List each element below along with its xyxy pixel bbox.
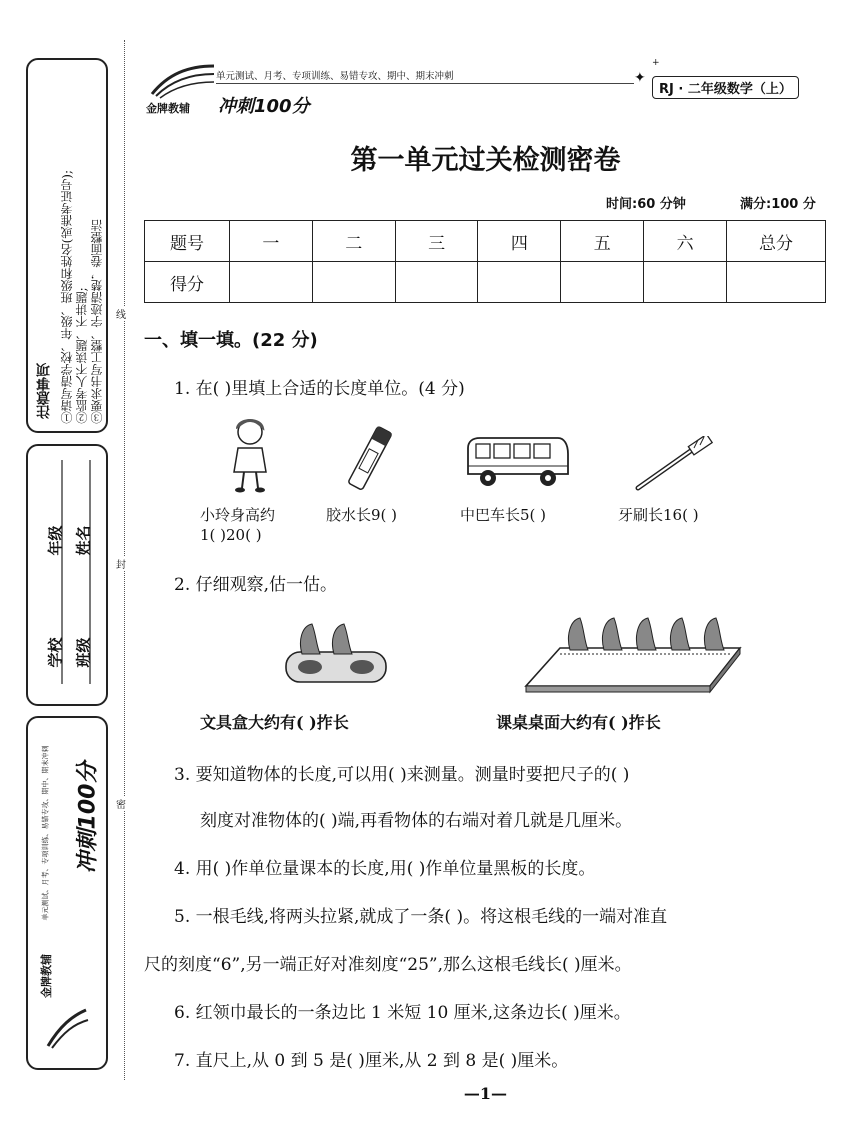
- banner-text: 单元测试、月考、专项训练、易错专攻、期中、期末冲刺: [216, 71, 454, 82]
- question-3-line-2: 刻度对准物体的( )端,再看物体的右端对着几就是几厘米。: [200, 811, 633, 831]
- q1-label-glue: 胶水长9( ): [326, 506, 398, 524]
- table-header: 题号: [145, 221, 230, 262]
- q1-label-height-blank: 1( )20( ): [200, 526, 262, 544]
- info-box: [26, 444, 108, 706]
- table-header: 六: [644, 221, 727, 262]
- table-header: 三: [395, 221, 478, 262]
- table-header: 总分: [727, 221, 826, 262]
- brand-book-icon: [148, 60, 218, 100]
- notice-2: ②监考人不读题、不讲题;: [75, 286, 89, 423]
- score-table: [144, 220, 826, 303]
- page-title: 第一单元过关检测密卷: [350, 145, 621, 176]
- score-cell[interactable]: [395, 262, 478, 303]
- banner-brand: 金牌教辅: [146, 102, 190, 115]
- question-7: 7. 直尺上,从 0 到 5 是( )厘米,从 2 到 8 是( )厘米。: [174, 1051, 569, 1071]
- seal-mark-line: 线: [116, 306, 126, 321]
- score-cell[interactable]: [727, 262, 826, 303]
- score-row-label: 得分: [145, 262, 230, 303]
- notice-title: 注意事项: [36, 363, 52, 419]
- notice-1: ①请写清学校、年级、班级和姓名(或准考证号);: [60, 169, 74, 423]
- ad-logo: 冲刺100分: [75, 761, 101, 874]
- field-school: 学校: [46, 637, 65, 668]
- field-name: 姓名: [74, 525, 93, 556]
- girl-illustration: [220, 414, 280, 494]
- notice-box: [26, 58, 108, 433]
- question-3-line-1: 3. 要知道物体的长度,可以用( )来测量。测量时要把尺子的( ): [174, 765, 630, 785]
- table-header: 一: [230, 221, 313, 262]
- table-header: 五: [561, 221, 644, 262]
- field-grade: 年级: [46, 525, 65, 556]
- q1-label-bus: 中巴车长5( ): [460, 506, 547, 524]
- score-cell[interactable]: [561, 262, 644, 303]
- seal-mark-mi: 密: [116, 796, 126, 811]
- ad-text: 单元测试、月考、专项训练、易错专攻、期中、期末冲刺: [41, 745, 50, 921]
- table-row: [145, 221, 826, 262]
- notice-lines: [60, 68, 106, 423]
- score-cell[interactable]: [312, 262, 395, 303]
- minibus-illustration: [462, 434, 572, 494]
- field-class: 班级: [74, 637, 93, 668]
- question-5-line-2: 尺的刻度“6”,另一端正好对准刻度“25”,那么这根毛线长( )厘米。: [144, 955, 632, 975]
- q2-label-pencil-case: 文具盒大约有( )拃长: [200, 713, 349, 732]
- section-1-title: 一、填一填。(22 分): [144, 330, 318, 351]
- table-row: [145, 262, 826, 303]
- glue-stick-illustration: [344, 420, 394, 500]
- seal-mark-feng: 封: [116, 556, 126, 571]
- ad-box: [26, 716, 108, 1070]
- banner-logo: 冲刺100分: [218, 96, 310, 117]
- question-1: 1. 在( )里填上合适的长度单位。(4 分): [174, 379, 465, 399]
- q2-label-desk: 课桌桌面大约有( )拃长: [496, 713, 661, 732]
- full-score: 满分:100 分: [740, 197, 816, 212]
- table-header: 二: [312, 221, 395, 262]
- star-icon: ✦: [634, 70, 646, 86]
- question-6: 6. 红领巾最长的一条边比 1 米短 10 厘米,这条边长( )厘米。: [174, 1003, 631, 1023]
- page-number: —1—: [463, 1084, 508, 1103]
- ad-book-logo: [42, 996, 92, 1056]
- score-cell[interactable]: [644, 262, 727, 303]
- question-4: 4. 用( )作单位量课本的长度,用( )作单位量黑板的长度。: [174, 859, 596, 879]
- ad-brand: 金牌教辅: [40, 954, 53, 998]
- grade-tag: RJ · 二年级数学（上）: [652, 76, 799, 99]
- pencil-case-illustration: [282, 614, 392, 694]
- desk-illustration: [520, 610, 750, 700]
- score-cell[interactable]: [230, 262, 313, 303]
- table-header: 四: [478, 221, 561, 262]
- banner-rule: [216, 83, 634, 84]
- score-cell[interactable]: [478, 262, 561, 303]
- question-2: 2. 仔细观察,估一估。: [174, 575, 338, 595]
- q1-label-toothbrush: 牙刷长16( ): [618, 506, 699, 524]
- star-icon-small: +: [652, 58, 660, 68]
- time-limit: 时间:60 分钟: [606, 197, 686, 212]
- question-5-line-1: 5. 一根毛线,将两头拉紧,就成了一条( )。将这根毛线的一端对准直: [174, 907, 668, 927]
- toothbrush-illustration: [630, 436, 720, 496]
- q1-label-height: 小玲身高约: [200, 506, 276, 524]
- notice-3: ③要求书写工整、字迹清楚，卷面整洁: [90, 219, 104, 423]
